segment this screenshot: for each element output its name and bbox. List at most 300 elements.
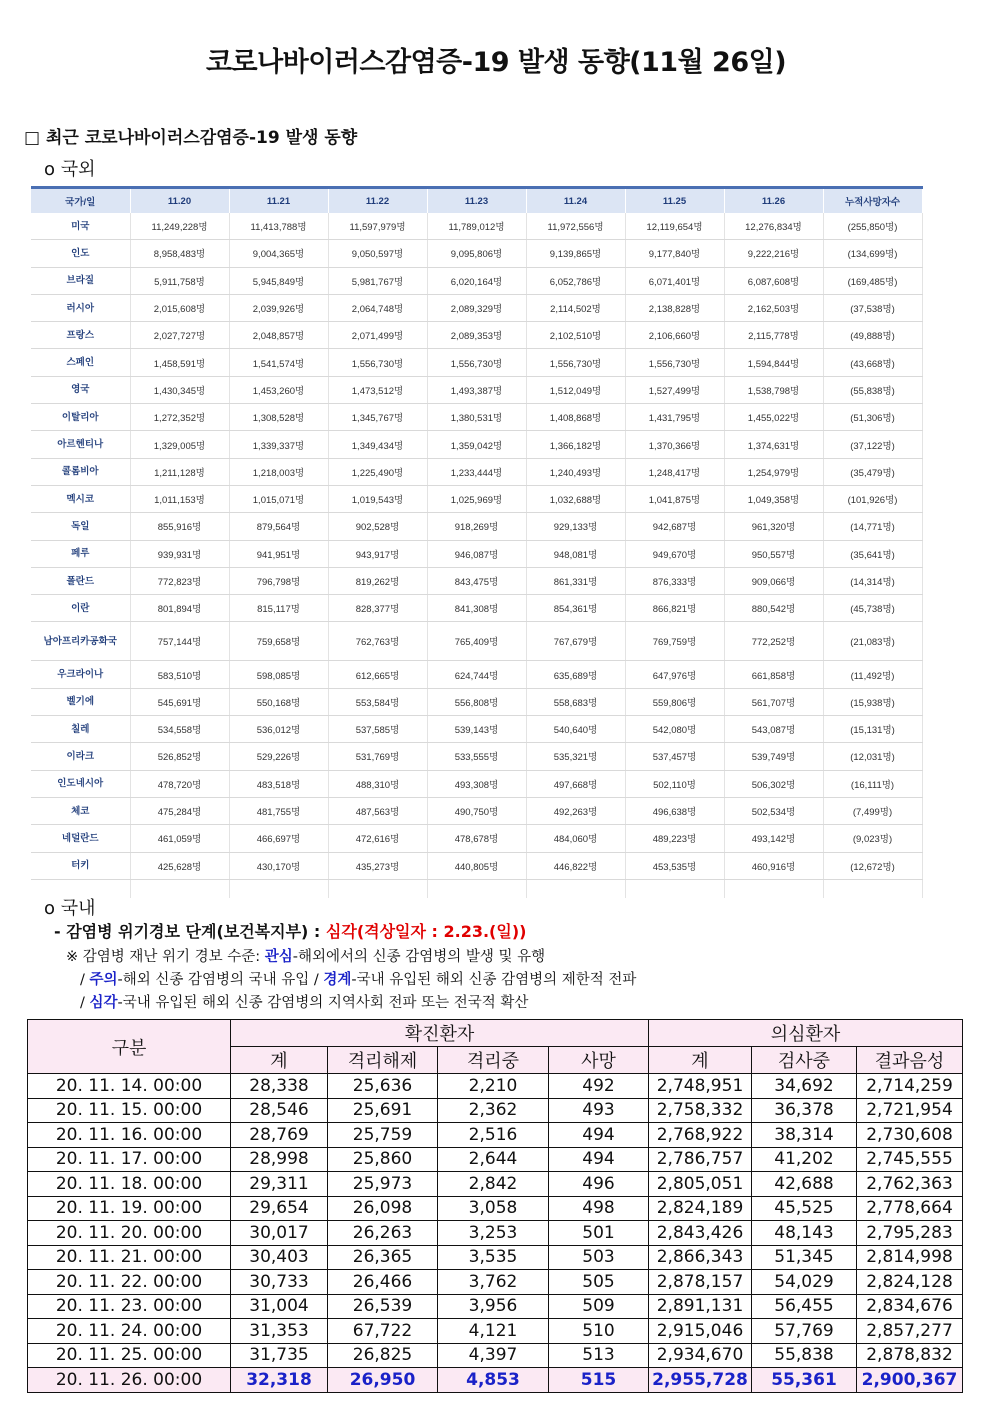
case-count: 765,409명 xyxy=(427,622,526,661)
case-count: 537,457명 xyxy=(625,743,724,770)
header-suspected: 의심환자 xyxy=(649,1020,963,1047)
country-name: 영국 xyxy=(31,376,130,403)
count-cell: 2,878,157 xyxy=(649,1270,752,1295)
count-cell: 38,314 xyxy=(752,1123,857,1148)
case-count: (37,538명) xyxy=(823,294,922,321)
case-count: 5,981,767명 xyxy=(328,267,427,294)
case-count: (101,926명) xyxy=(823,485,922,512)
count-cell: 2,762,363 xyxy=(857,1172,963,1197)
domestic-subheader-cell: 결과음성 xyxy=(857,1047,963,1074)
world-table-header-row xyxy=(31,188,922,214)
count-cell: 3,762 xyxy=(438,1270,549,1295)
world-table-row xyxy=(31,688,922,715)
case-count: 902,528명 xyxy=(328,513,427,540)
case-count: 855,916명 xyxy=(130,513,229,540)
case-count: (7,499명) xyxy=(823,797,922,824)
country-name: 벨기에 xyxy=(31,688,130,715)
count-cell: 2,955,728 xyxy=(649,1368,752,1393)
page-title: 코로나바이러스감염증-19 발생 동향(11월 26일) xyxy=(205,47,787,78)
count-cell: 31,004 xyxy=(231,1294,328,1319)
country-name: 이라크 xyxy=(31,743,130,770)
country-name: 체코 xyxy=(31,797,130,824)
count-cell: 26,466 xyxy=(328,1270,438,1295)
case-count: 9,095,806명 xyxy=(427,240,526,267)
empty-cell xyxy=(427,879,526,898)
case-count: 801,894명 xyxy=(130,595,229,622)
count-cell: 503 xyxy=(549,1245,649,1270)
count-cell: 28,998 xyxy=(231,1147,328,1172)
case-count: 493,142명 xyxy=(724,825,823,852)
case-count: 488,310명 xyxy=(328,770,427,797)
count-cell: 2,758,332 xyxy=(649,1098,752,1123)
case-count: 1,380,531명 xyxy=(427,404,526,431)
count-cell: 4,853 xyxy=(438,1368,549,1393)
case-count: 598,085명 xyxy=(229,661,328,688)
case-count: 2,039,926명 xyxy=(229,294,328,321)
domestic-heading: o 국내 xyxy=(44,898,96,919)
country-name: 브라질 xyxy=(31,267,130,294)
domestic-table-row xyxy=(28,1343,963,1368)
case-count: 9,177,840명 xyxy=(625,240,724,267)
case-count: 612,665명 xyxy=(328,661,427,688)
date-cell: 20. 11. 26. 00:00 xyxy=(28,1368,231,1393)
count-cell: 30,403 xyxy=(231,1245,328,1270)
case-count: 1,556,730명 xyxy=(625,349,724,376)
date-cell: 20. 11. 25. 00:00 xyxy=(28,1343,231,1368)
count-cell: 26,950 xyxy=(328,1368,438,1393)
count-cell: 25,691 xyxy=(328,1098,438,1123)
world-table-row xyxy=(31,240,922,267)
note-text: / xyxy=(80,972,90,988)
case-count: (14,314명) xyxy=(823,567,922,594)
country-name: 인도네시아 xyxy=(31,770,130,797)
case-count: 918,269명 xyxy=(427,513,526,540)
domestic-table-row xyxy=(28,1294,963,1319)
world-table-row xyxy=(31,458,922,485)
case-count: 1,431,795명 xyxy=(625,404,724,431)
case-count: 1,374,631명 xyxy=(724,431,823,458)
world-cases-table xyxy=(31,186,923,898)
case-count: (12,031명) xyxy=(823,743,922,770)
case-count: 540,640명 xyxy=(526,716,625,743)
count-cell: 34,692 xyxy=(752,1074,857,1099)
case-count: 453,535명 xyxy=(625,852,724,879)
count-cell: 2,878,832 xyxy=(857,1343,963,1368)
case-count: 661,858명 xyxy=(724,661,823,688)
count-cell: 3,535 xyxy=(438,1245,549,1270)
count-cell: 42,688 xyxy=(752,1172,857,1197)
count-cell: 26,365 xyxy=(328,1245,438,1270)
world-table-header-cell: 11.25 xyxy=(625,188,724,214)
case-count: 1,453,260명 xyxy=(229,376,328,403)
case-count: 1,339,337명 xyxy=(229,431,328,458)
count-cell: 3,058 xyxy=(438,1196,549,1221)
count-cell: 41,202 xyxy=(752,1147,857,1172)
count-cell: 501 xyxy=(549,1221,649,1246)
count-cell: 48,143 xyxy=(752,1221,857,1246)
count-cell: 55,838 xyxy=(752,1343,857,1368)
domestic-table-row xyxy=(28,1074,963,1099)
case-count: 5,945,849명 xyxy=(229,267,328,294)
country-name: 우크라이나 xyxy=(31,661,130,688)
note-level-serious: 심각 xyxy=(89,995,118,1011)
case-count: 559,806명 xyxy=(625,688,724,715)
case-count: 1,233,444명 xyxy=(427,458,526,485)
case-count: (16,111명) xyxy=(823,770,922,797)
case-count: 949,670명 xyxy=(625,540,724,567)
alert-note-line-3 xyxy=(80,991,528,1012)
count-cell: 494 xyxy=(549,1123,649,1148)
case-count: 861,331명 xyxy=(526,567,625,594)
case-count: (35,479명) xyxy=(823,458,922,485)
header-category: 구분 xyxy=(28,1020,231,1074)
note-level-caution: 주의 xyxy=(89,972,118,988)
case-count: 6,071,401명 xyxy=(625,267,724,294)
domestic-subheader-cell: 검사중 xyxy=(752,1047,857,1074)
case-count: 531,769명 xyxy=(328,743,427,770)
case-count: 583,510명 xyxy=(130,661,229,688)
case-count: 543,087명 xyxy=(724,716,823,743)
count-cell: 2,730,608 xyxy=(857,1123,963,1148)
country-name: 남아프리카공화국 xyxy=(31,622,130,661)
count-cell: 4,121 xyxy=(438,1319,549,1344)
count-cell: 498 xyxy=(549,1196,649,1221)
alert-level: 심각(격상일자 : 2.23.(일)) xyxy=(325,922,527,941)
country-name: 터키 xyxy=(31,852,130,879)
case-count: 1,248,417명 xyxy=(625,458,724,485)
case-count: 430,170명 xyxy=(229,852,328,879)
world-table-row xyxy=(31,267,922,294)
count-cell: 493 xyxy=(549,1098,649,1123)
world-table-header-cell: 11.22 xyxy=(328,188,427,214)
country-name: 페루 xyxy=(31,540,130,567)
case-count: (15,938명) xyxy=(823,688,922,715)
world-table-header-cell: 11.21 xyxy=(229,188,328,214)
count-cell: 56,455 xyxy=(752,1294,857,1319)
count-cell: 2,824,128 xyxy=(857,1270,963,1295)
count-cell: 2,843,426 xyxy=(649,1221,752,1246)
case-count: 446,822명 xyxy=(526,852,625,879)
count-cell: 26,825 xyxy=(328,1343,438,1368)
count-cell: 2,721,954 xyxy=(857,1098,963,1123)
case-count: 1,538,798명 xyxy=(724,376,823,403)
world-table-row xyxy=(31,567,922,594)
overseas-heading: o 국외 xyxy=(44,159,96,180)
alert-note-line-2 xyxy=(80,968,636,989)
case-count: 647,976명 xyxy=(625,661,724,688)
country-name: 아르헨티나 xyxy=(31,431,130,458)
case-count: 1,032,688명 xyxy=(526,485,625,512)
country-name: 러시아 xyxy=(31,294,130,321)
world-table-row xyxy=(31,404,922,431)
case-count: 961,320명 xyxy=(724,513,823,540)
case-count: 461,059명 xyxy=(130,825,229,852)
case-count: 762,763명 xyxy=(328,622,427,661)
count-cell: 2,842 xyxy=(438,1172,549,1197)
country-name: 멕시코 xyxy=(31,485,130,512)
case-count: 8,958,483명 xyxy=(130,240,229,267)
count-cell: 2,891,131 xyxy=(649,1294,752,1319)
case-count: (45,738명) xyxy=(823,595,922,622)
count-cell: 494 xyxy=(549,1147,649,1172)
case-count: 841,308명 xyxy=(427,595,526,622)
count-cell: 2,778,664 xyxy=(857,1196,963,1221)
case-count: 950,557명 xyxy=(724,540,823,567)
count-cell: 2,745,555 xyxy=(857,1147,963,1172)
domestic-table-row xyxy=(28,1196,963,1221)
case-count: 635,689명 xyxy=(526,661,625,688)
world-table-row xyxy=(31,376,922,403)
world-table-header-cell: 국가/일 xyxy=(31,188,130,214)
count-cell: 4,397 xyxy=(438,1343,549,1368)
count-cell: 36,378 xyxy=(752,1098,857,1123)
case-count: 767,679명 xyxy=(526,622,625,661)
case-count: 9,222,216명 xyxy=(724,240,823,267)
case-count: 1,240,493명 xyxy=(526,458,625,485)
count-cell: 26,539 xyxy=(328,1294,438,1319)
case-count: (169,485명) xyxy=(823,267,922,294)
case-count: 2,015,608명 xyxy=(130,294,229,321)
count-cell: 30,733 xyxy=(231,1270,328,1295)
count-cell: 510 xyxy=(549,1319,649,1344)
count-cell: 2,644 xyxy=(438,1147,549,1172)
case-count: 502,534명 xyxy=(724,797,823,824)
world-table-header-cell: 누적사망자수 xyxy=(823,188,922,214)
world-table-header-cell: 11.24 xyxy=(526,188,625,214)
count-cell: 3,956 xyxy=(438,1294,549,1319)
case-count: 537,585명 xyxy=(328,716,427,743)
world-table-row xyxy=(31,770,922,797)
count-cell: 2,362 xyxy=(438,1098,549,1123)
count-cell: 509 xyxy=(549,1294,649,1319)
case-count: 2,089,329명 xyxy=(427,294,526,321)
date-cell: 20. 11. 22. 00:00 xyxy=(28,1270,231,1295)
empty-cell xyxy=(823,879,922,898)
count-cell: 67,722 xyxy=(328,1319,438,1344)
case-count: 854,361명 xyxy=(526,595,625,622)
case-count: 1,512,049명 xyxy=(526,376,625,403)
note-text: / xyxy=(80,995,90,1011)
count-cell: 54,029 xyxy=(752,1270,857,1295)
world-table-row xyxy=(31,540,922,567)
world-table-row xyxy=(31,661,922,688)
case-count: 9,050,597명 xyxy=(328,240,427,267)
case-count: 11,249,228명 xyxy=(130,213,229,240)
case-count: 475,284명 xyxy=(130,797,229,824)
count-cell: 2,814,998 xyxy=(857,1245,963,1270)
case-count: 529,226명 xyxy=(229,743,328,770)
domestic-table-row xyxy=(28,1123,963,1148)
case-count: 536,012명 xyxy=(229,716,328,743)
case-count: 492,263명 xyxy=(526,797,625,824)
case-count: 1,366,182명 xyxy=(526,431,625,458)
world-table-row xyxy=(31,294,922,321)
note-text: ※ 감염병 재난 위기 경보 수준: xyxy=(66,949,265,965)
count-cell: 51,345 xyxy=(752,1245,857,1270)
count-cell: 2,866,343 xyxy=(649,1245,752,1270)
count-cell: 28,769 xyxy=(231,1123,328,1148)
country-name: 이란 xyxy=(31,595,130,622)
case-count: 1,556,730명 xyxy=(427,349,526,376)
case-count: 11,597,979명 xyxy=(328,213,427,240)
case-count: 1,493,387명 xyxy=(427,376,526,403)
count-cell: 505 xyxy=(549,1270,649,1295)
domestic-table-row xyxy=(28,1245,963,1270)
count-cell: 31,353 xyxy=(231,1319,328,1344)
case-count: 2,102,510명 xyxy=(526,322,625,349)
case-count: 819,262명 xyxy=(328,567,427,594)
case-count: 866,821명 xyxy=(625,595,724,622)
date-cell: 20. 11. 18. 00:00 xyxy=(28,1172,231,1197)
count-cell: 31,735 xyxy=(231,1343,328,1368)
count-cell: 25,860 xyxy=(328,1147,438,1172)
case-count: 1,211,128명 xyxy=(130,458,229,485)
world-table-row xyxy=(31,716,922,743)
case-count: 1,308,528명 xyxy=(229,404,328,431)
empty-cell xyxy=(328,879,427,898)
world-table-row xyxy=(31,852,922,879)
case-count: 489,223명 xyxy=(625,825,724,852)
count-cell: 25,973 xyxy=(328,1172,438,1197)
date-cell: 20. 11. 20. 00:00 xyxy=(28,1221,231,1246)
case-count: 1,218,003명 xyxy=(229,458,328,485)
domestic-subheader-cell: 계 xyxy=(649,1047,752,1074)
case-count: 502,110명 xyxy=(625,770,724,797)
case-count: 880,542명 xyxy=(724,595,823,622)
case-count: (15,131명) xyxy=(823,716,922,743)
case-count: 493,308명 xyxy=(427,770,526,797)
case-count: 558,683명 xyxy=(526,688,625,715)
case-count: 12,119,654명 xyxy=(625,213,724,240)
case-count: 472,616명 xyxy=(328,825,427,852)
case-count: (49,888명) xyxy=(823,322,922,349)
note-level-alert: 경계 xyxy=(323,972,352,988)
case-count: 1,430,345명 xyxy=(130,376,229,403)
case-count: 1,015,071명 xyxy=(229,485,328,512)
count-cell: 29,311 xyxy=(231,1172,328,1197)
case-count: 1,473,512명 xyxy=(328,376,427,403)
count-cell: 26,098 xyxy=(328,1196,438,1221)
case-count: 1,556,730명 xyxy=(526,349,625,376)
count-cell: 492 xyxy=(549,1074,649,1099)
case-count: 542,080명 xyxy=(625,716,724,743)
case-count: 843,475명 xyxy=(427,567,526,594)
case-count: 440,805명 xyxy=(427,852,526,879)
case-count: (14,771명) xyxy=(823,513,922,540)
case-count: 496,638명 xyxy=(625,797,724,824)
case-count: 772,823명 xyxy=(130,567,229,594)
note-text: -국내 유입된 해외 신종 감염병의 제한적 전파 xyxy=(351,972,637,988)
world-table-row xyxy=(31,513,922,540)
country-name: 이탈리아 xyxy=(31,404,130,431)
alert-note-line-1 xyxy=(66,945,545,966)
count-cell: 2,934,670 xyxy=(649,1343,752,1368)
case-count: (37,122명) xyxy=(823,431,922,458)
case-count: 1,329,005명 xyxy=(130,431,229,458)
case-count: 1,019,543명 xyxy=(328,485,427,512)
case-count: 553,584명 xyxy=(328,688,427,715)
case-count: 879,564명 xyxy=(229,513,328,540)
count-cell: 2,748,951 xyxy=(649,1074,752,1099)
count-cell: 32,318 xyxy=(231,1368,328,1393)
date-cell: 20. 11. 23. 00:00 xyxy=(28,1294,231,1319)
case-count: 948,081명 xyxy=(526,540,625,567)
case-count: 1,408,868명 xyxy=(526,404,625,431)
case-count: 2,162,503명 xyxy=(724,294,823,321)
case-count: 11,972,556명 xyxy=(526,213,625,240)
case-count: 435,273명 xyxy=(328,852,427,879)
case-count: 2,071,499명 xyxy=(328,322,427,349)
case-count: 506,302명 xyxy=(724,770,823,797)
empty-cell xyxy=(625,879,724,898)
count-cell: 496 xyxy=(549,1172,649,1197)
case-count: 1,370,366명 xyxy=(625,431,724,458)
case-count: 946,087명 xyxy=(427,540,526,567)
count-cell: 2,516 xyxy=(438,1123,549,1148)
case-count: 2,106,660명 xyxy=(625,322,724,349)
case-count: 556,808명 xyxy=(427,688,526,715)
note-text: -해외에서의 신종 감염병의 발생 및 유행 xyxy=(292,949,546,965)
case-count: 828,377명 xyxy=(328,595,427,622)
case-count: 1,349,434명 xyxy=(328,431,427,458)
case-count: (51,306명) xyxy=(823,404,922,431)
case-count: 2,048,857명 xyxy=(229,322,328,349)
count-cell: 57,769 xyxy=(752,1319,857,1344)
case-count: 769,759명 xyxy=(625,622,724,661)
world-table-header-cell: 11.26 xyxy=(724,188,823,214)
case-count: (11,492명) xyxy=(823,661,922,688)
count-cell: 25,759 xyxy=(328,1123,438,1148)
count-cell: 28,338 xyxy=(231,1074,328,1099)
case-count: 939,931명 xyxy=(130,540,229,567)
case-count: 487,563명 xyxy=(328,797,427,824)
case-count: 1,011,153명 xyxy=(130,485,229,512)
country-name: 폴란드 xyxy=(31,567,130,594)
count-cell: 2,795,283 xyxy=(857,1221,963,1246)
case-count: 943,917명 xyxy=(328,540,427,567)
count-cell: 515 xyxy=(549,1368,649,1393)
domestic-table-row xyxy=(28,1221,963,1246)
count-cell: 55,361 xyxy=(752,1368,857,1393)
world-table-row xyxy=(31,743,922,770)
count-cell: 513 xyxy=(549,1343,649,1368)
date-cell: 20. 11. 17. 00:00 xyxy=(28,1147,231,1172)
case-count: 757,144명 xyxy=(130,622,229,661)
country-name: 콜롬비아 xyxy=(31,458,130,485)
case-count: 534,558명 xyxy=(130,716,229,743)
world-table-row xyxy=(31,622,922,661)
case-count: 425,628명 xyxy=(130,852,229,879)
case-count: 460,916명 xyxy=(724,852,823,879)
domestic-table-row xyxy=(28,1368,963,1393)
case-count: 1,272,352명 xyxy=(130,404,229,431)
case-count: 2,115,778명 xyxy=(724,322,823,349)
case-count: 876,333명 xyxy=(625,567,724,594)
world-table-spacer-row xyxy=(31,879,922,898)
country-name: 칠레 xyxy=(31,716,130,743)
count-cell: 2,834,676 xyxy=(857,1294,963,1319)
date-cell: 20. 11. 14. 00:00 xyxy=(28,1074,231,1099)
case-count: 2,064,748명 xyxy=(328,294,427,321)
case-count: 526,852명 xyxy=(130,743,229,770)
country-name: 프랑스 xyxy=(31,322,130,349)
case-count: 11,413,788명 xyxy=(229,213,328,240)
domestic-subheader-cell: 사망 xyxy=(549,1047,649,1074)
case-count: 2,138,828명 xyxy=(625,294,724,321)
world-table-row xyxy=(31,213,922,240)
date-cell: 20. 11. 15. 00:00 xyxy=(28,1098,231,1123)
domestic-cases-table xyxy=(27,1019,963,1393)
